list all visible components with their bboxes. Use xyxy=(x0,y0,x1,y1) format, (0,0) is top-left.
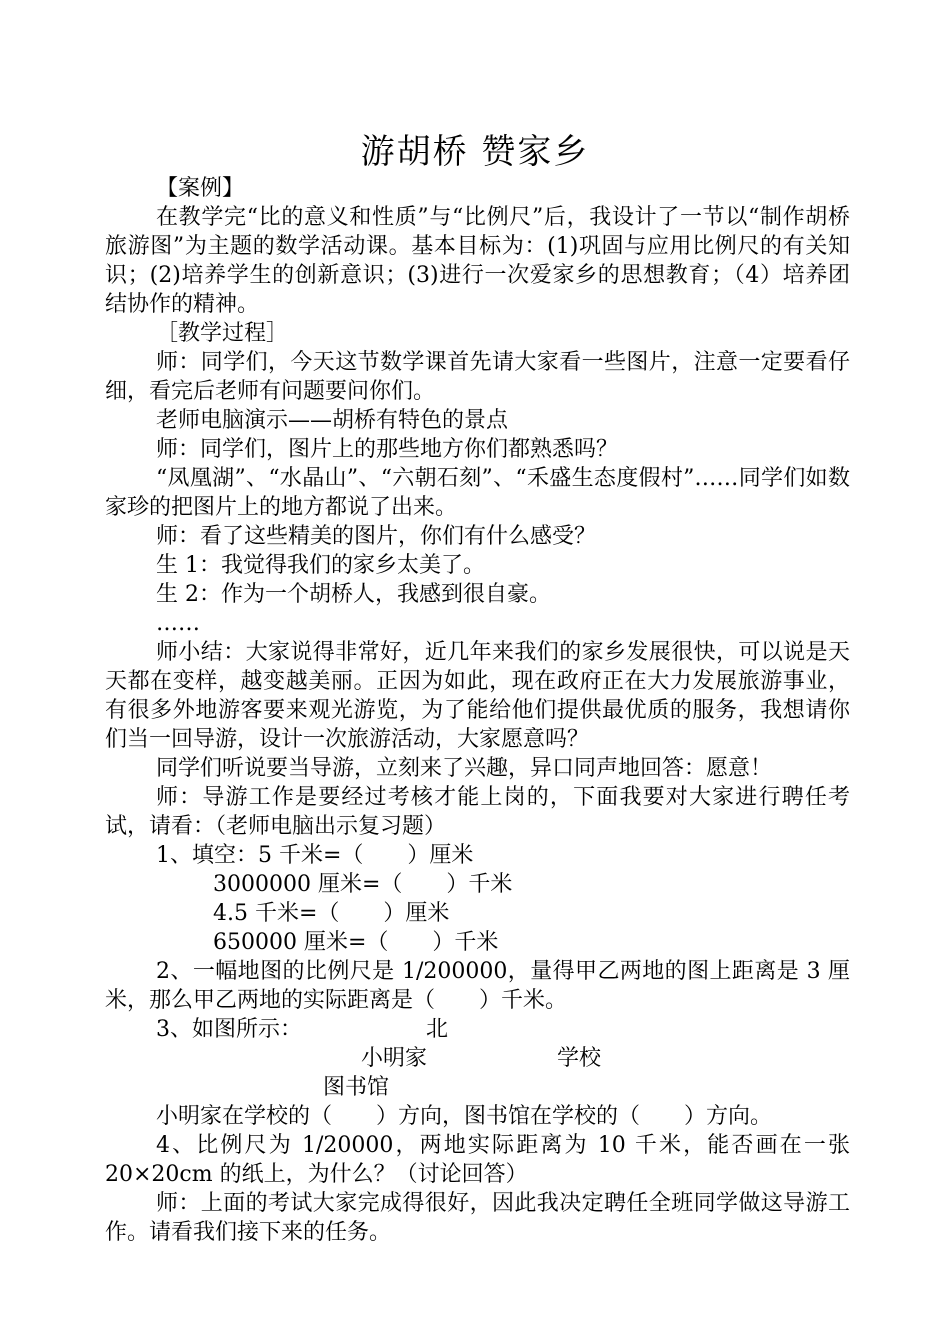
section-case-heading: 【案例】 xyxy=(156,176,245,201)
question-2: 2、一幅地图的比例尺是 1/200000，量得甲乙两地的图上距离是 3 厘米，那么甲乙两地的实际距离是（ ）千米。 xyxy=(105,959,850,1013)
question-1: 1、填空：5 千米=（ ）厘米 xyxy=(156,843,474,868)
paragraph: 同学们听说要当导游，立刻来了兴趣，异口同声地回答：愿意！ xyxy=(156,756,773,781)
paragraph-intro: 在教学完“比的意义和性质”与“比例尺”后，我设计了一节以“制作胡桥旅游图”为主题的数学活动课。基本目标为：(1)巩固与应用比例尺的有关知识；(2)培养学生的创新意识；(3)进行一次爱家乡的思想教育；（4）培养团结协作的精神。 xyxy=(105,205,850,317)
paragraph: 师：同学们，今天这节数学课首先请大家看一些图片，注意一定要看仔细，看完后老师有问题要问你们。 xyxy=(105,350,850,404)
paragraph: 师小结：大家说得非常好，近几年来我们的家乡发展很快，可以说是天天都在变样，越变越美丽。正因为如此，现在政府正在大力发展旅游事业，有很多外地游客要来观光游览，为了能给他们提供最优质的服务，我想请你们当一回导游，设计一次旅游活动，大家愿意吗？ xyxy=(105,640,850,752)
document-body xyxy=(105,174,850,1247)
document-title: 游胡桥 赞家乡 xyxy=(360,132,590,172)
question-3: 3、如图所示： xyxy=(156,1017,302,1042)
paragraph: “凤凰湖”、“水晶山”、“六朝石刻”、“禾盛生态度假村”……同学们如数家珍的把图片上的地方都说了出来。 xyxy=(105,466,850,520)
paragraph: 老师电脑演示——胡桥有特色的景点 xyxy=(156,408,509,433)
ellipsis-line: …… xyxy=(156,611,200,636)
section-process-heading: ［教学过程］ xyxy=(156,321,289,346)
paragraph: 生 2：作为一个胡桥人，我感到很自豪。 xyxy=(156,582,551,607)
paragraph: 师：看了这些精美的图片，你们有什么感受？ xyxy=(156,524,597,549)
question-4: 4、比例尺为 1/20000，两地实际距离为 10 千米，能否画在一张 20×20cm 的纸上，为什么？（讨论回答） xyxy=(105,1133,850,1187)
question-1-line: 4.5 千米=（ ）厘米 xyxy=(213,901,450,926)
question-3-answer: 小明家在学校的（ ）方向，图书馆在学校的（ ）方向。 xyxy=(156,1104,773,1129)
question-3-row xyxy=(105,1015,850,1044)
paragraph: 师：同学们，图片上的那些地方你们都熟悉吗？ xyxy=(156,437,619,462)
map-label-north: 北 xyxy=(426,1017,449,1042)
question-1-line: 3000000 厘米=（ ）千米 xyxy=(213,872,513,897)
paragraph: 生 1：我觉得我们的家乡太美了。 xyxy=(156,553,485,578)
paragraph: 师：导游工作是要经过考核才能上岗的，下面我要对大家进行聘任考试，请看：（老师电脑出示复习题） xyxy=(105,785,850,839)
map-label-school: 学校 xyxy=(557,1046,602,1071)
map-figure-row xyxy=(105,1073,850,1102)
map-label-home: 小明家 xyxy=(361,1046,428,1071)
paragraph: 师：上面的考试大家完成得很好，因此我决定聘任全班同学做这导游工作。请看我们接下来的任务。 xyxy=(105,1191,850,1245)
question-1-line: 650000 厘米=（ ）千米 xyxy=(213,930,499,955)
map-figure-row xyxy=(105,1044,850,1073)
map-label-library: 图书馆 xyxy=(323,1075,390,1100)
